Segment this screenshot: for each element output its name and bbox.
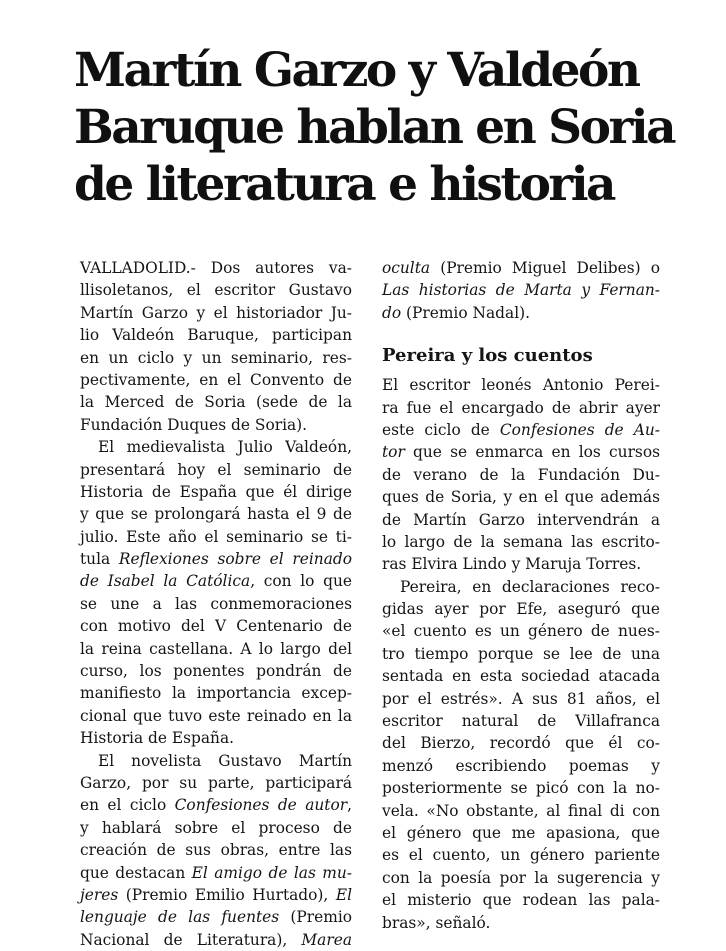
text-line <box>382 374 660 396</box>
text-line <box>382 302 660 324</box>
text-run: VALLADOLID.- Dos autores va- <box>80 259 352 277</box>
text-line <box>382 912 660 934</box>
text-line <box>80 906 352 928</box>
text-line <box>80 839 352 861</box>
text-run: El novelista Gustavo Martín <box>98 751 352 770</box>
text-line <box>382 777 660 799</box>
text-line <box>80 750 352 772</box>
text-run: bras», señaló. <box>382 913 491 932</box>
text-run: es el cuento, un género pariente <box>382 846 660 865</box>
text-line <box>382 464 660 486</box>
text-line <box>80 548 352 570</box>
text-run: Historia de España. <box>80 729 235 748</box>
text-line <box>80 257 352 279</box>
text-line <box>80 526 352 548</box>
italic-title: do <box>382 303 402 322</box>
text-run: (Premio Nadal). <box>401 303 531 322</box>
italic-title: El <box>335 885 352 904</box>
text-line <box>382 822 660 844</box>
text-run: gidas ayer por Efe, aseguró que <box>382 600 660 619</box>
text-line <box>382 576 660 598</box>
text-run: del Bierzo, recordó que él co- <box>382 734 660 753</box>
text-run: que destacan <box>80 863 192 882</box>
italic-title: lenguaje de las fuentes <box>80 908 280 927</box>
text-line <box>382 419 660 441</box>
text-line <box>382 665 660 687</box>
article-column-right <box>382 257 660 934</box>
text-line <box>382 257 660 279</box>
text-run: ras Elvira Lindo y Maruja Torres. <box>382 555 642 574</box>
text-line <box>80 391 352 413</box>
text-run: lio Valdeón Baruque, participan <box>80 326 352 345</box>
text-line <box>382 509 660 531</box>
italic-title: Reflexiones sobre el reinado <box>118 550 352 569</box>
text-run: tro tiempo porque se lee de una <box>382 644 660 663</box>
text-run: presentará hoy el seminario de <box>80 460 352 479</box>
text-run: cional que tuvo este reinado en la <box>80 706 352 725</box>
text-line <box>382 710 660 732</box>
text-line <box>382 889 660 911</box>
text-line <box>80 414 352 436</box>
text-run: la reina castellana. A lo largo del <box>80 639 352 658</box>
text-run: Pereira, en declaraciones reco- <box>400 577 660 596</box>
text-run: de Martín Garzo intervendrán a <box>382 510 660 529</box>
text-line <box>80 481 352 503</box>
text-run: con la poesía por la sugerencia y <box>382 868 660 887</box>
headline-line-3: de literatura e historia <box>74 157 615 212</box>
text-run: con motivo del V Centenario de <box>80 617 352 636</box>
text-run: , <box>347 796 353 815</box>
text-line <box>382 800 660 822</box>
text-run: este ciclo de <box>382 420 500 439</box>
text-line <box>80 660 352 682</box>
headline <box>74 42 704 213</box>
text-line <box>382 755 660 777</box>
italic-title: El amigo de las mu- <box>191 863 352 882</box>
text-line <box>80 862 352 884</box>
text-run: tula <box>80 550 119 569</box>
italic-title: Confesiones de autor <box>174 796 348 815</box>
text-run: la Merced de Soria (sede de la <box>80 393 352 412</box>
text-run: , con lo que <box>250 572 352 591</box>
text-line <box>80 593 352 615</box>
text-run: ques de Soria, y en el que además <box>382 488 660 507</box>
text-run: llisoletanos, el escritor Gustavo <box>80 281 352 300</box>
text-run: menzó escribiendo poemas y <box>382 756 660 775</box>
text-run: vela. «No obstante, al final di con <box>382 801 660 820</box>
text-run: julio. Este año el seminario se ti- <box>80 527 352 546</box>
text-run: Nacional de Literatura), <box>80 930 302 949</box>
text-run: manifiesto la importancia excep- <box>80 684 352 703</box>
text-line <box>382 844 660 866</box>
text-run: en el ciclo <box>80 796 175 815</box>
text-run: pectivamente, en el Convento de <box>80 370 352 389</box>
text-run: el misterio que rodean las pala- <box>382 891 660 910</box>
text-run: sentada en esta sociedad atacada <box>382 667 660 686</box>
text-line <box>382 279 660 301</box>
text-line <box>80 570 352 592</box>
text-run: Martín Garzo y el historiador Ju- <box>80 303 352 322</box>
text-line <box>80 772 352 794</box>
text-line <box>80 705 352 727</box>
text-run: (Premio Miguel Delibes) o <box>430 259 660 277</box>
text-line <box>382 643 660 665</box>
text-run: ra fue el encargado de abrir ayer <box>382 398 660 417</box>
italic-title: Las historias de Marta y Fernan- <box>382 281 660 300</box>
italic-title: jeres <box>80 885 119 904</box>
text-line <box>80 302 352 324</box>
text-run: por el estrés». A sus 81 años, el <box>382 689 660 708</box>
italic-title: oculta <box>382 259 431 277</box>
text-run: el género que me apasiona, que <box>382 823 660 842</box>
text-line <box>382 531 660 553</box>
text-line <box>382 620 660 642</box>
text-line <box>80 817 352 839</box>
text-run: en un ciclo y un seminario, res- <box>80 348 352 367</box>
text-run: Historia de España que él dirige <box>80 482 352 501</box>
text-line <box>382 867 660 889</box>
headline-line-1: Martín Garzo y Valdeón <box>74 43 639 98</box>
text-run: (Premio <box>279 908 353 927</box>
article-column-left <box>80 257 352 951</box>
text-line <box>80 347 352 369</box>
text-run: se une a las conmemoraciones <box>80 594 352 613</box>
text-line <box>80 324 352 346</box>
text-line <box>80 794 352 816</box>
text-run: El medievalista Julio Valdeón, <box>98 438 352 457</box>
text-line <box>80 369 352 391</box>
text-run: «el cuento es un género de nues- <box>382 622 660 641</box>
text-line <box>382 553 660 575</box>
italic-title: Confesiones de Au- <box>499 420 660 439</box>
text-line <box>80 615 352 637</box>
text-line <box>80 727 352 749</box>
text-line <box>80 436 352 458</box>
text-line <box>382 486 660 508</box>
text-run: Garzo, por su parte, participará <box>80 773 352 792</box>
text-line <box>382 732 660 754</box>
text-run: El escritor leonés Antonio Perei- <box>382 376 660 395</box>
text-line <box>382 688 660 710</box>
text-run: Fundación Duques de Soria). <box>80 415 308 434</box>
section-subheading: Pereira y los cuentos <box>382 345 593 367</box>
text-line <box>80 503 352 525</box>
text-line <box>80 638 352 660</box>
text-run: creación de sus obras, entre las <box>80 841 352 860</box>
text-run: posteriormente se picó con la no- <box>382 779 660 798</box>
text-run: que se enmarca en los cursos <box>404 443 660 462</box>
italic-title: tor <box>382 443 405 462</box>
text-run: (Premio Emilio Hurtado), <box>118 885 336 904</box>
text-line <box>382 598 660 620</box>
text-line <box>80 459 352 481</box>
text-run: lo largo de la semana las escrito- <box>382 532 660 551</box>
text-run: escritor natural de Villafranca <box>382 712 660 731</box>
text-line <box>80 929 352 951</box>
text-line <box>382 397 660 419</box>
text-line <box>382 441 660 463</box>
italic-title: de Isabel la Católica <box>80 572 251 591</box>
text-line <box>80 682 352 704</box>
italic-title: Marea <box>301 930 352 949</box>
text-line <box>80 279 352 301</box>
headline-line-2: Baruque hablan en Soria <box>74 100 675 155</box>
text-run: curso, los ponentes pondrán de <box>80 662 352 681</box>
text-run: de verano de la Fundación Du- <box>382 465 660 484</box>
text-run: y que se prolongará hasta el 9 de <box>80 505 352 524</box>
text-run: y hablará sobre el proceso de <box>80 818 352 837</box>
text-line <box>80 884 352 906</box>
article-column-right-continuation <box>382 257 660 324</box>
article-column-right-section <box>382 374 660 934</box>
